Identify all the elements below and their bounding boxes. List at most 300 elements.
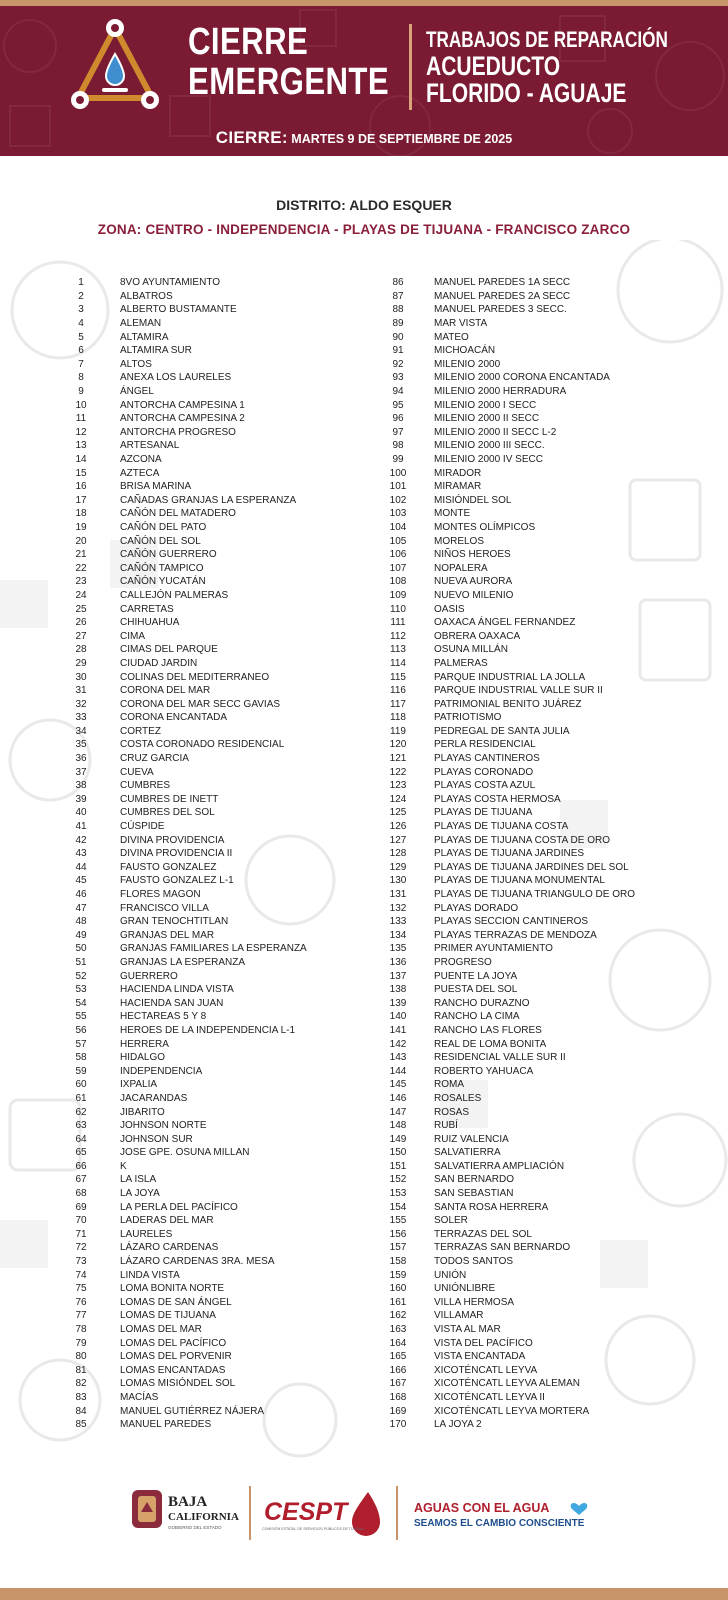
list-item-number: 25 [75, 603, 87, 615]
list-item-name: CAÑADAS GRANJAS LA ESPERANZA [120, 494, 297, 506]
list-item-name: RANCHO LAS FLORES [434, 1024, 542, 1036]
list-item [0, 833, 635, 847]
list-item-number: 138 [389, 984, 407, 996]
list-item-number: 6 [78, 345, 84, 357]
list-item-name: PARQUE INDUSTRIAL VALLE SUR II [434, 685, 603, 697]
list-item-name: LOMAS MISIÓNDEL SOL [120, 1378, 236, 1390]
list-item-name: FRANCISCO VILLA [120, 902, 209, 914]
list-item-number: 4 [78, 318, 84, 330]
list-item [0, 901, 635, 915]
list-item [0, 439, 635, 453]
list-item-name: JACARANDAS [120, 1092, 188, 1104]
list-item-number: 80 [75, 1351, 87, 1363]
list-item-name: MACÍAS [120, 1391, 159, 1403]
list-item-name: LAURELES [120, 1228, 173, 1240]
list-item-number: 39 [75, 793, 87, 805]
list-item-name: REAL DE LOMA BONITA [434, 1038, 547, 1050]
list-item-number: 140 [389, 1011, 407, 1023]
list-item-name: LOMAS DEL PACÍFICO [120, 1337, 227, 1349]
list-item [0, 317, 635, 331]
list-item-number: 149 [389, 1133, 407, 1145]
list-item-number: 84 [75, 1405, 87, 1417]
list-item [0, 494, 635, 508]
list-item [0, 738, 635, 752]
list-item-number: 30 [75, 671, 87, 683]
list-item [0, 1391, 635, 1405]
list-item [0, 1418, 635, 1432]
list-item-name: CÚSPIDE [120, 821, 165, 833]
list-item-name: OASIS [434, 603, 465, 615]
list-item-name: PROGRESO [434, 956, 492, 968]
list-item-number: 3 [78, 304, 84, 316]
list-item-name: CIMA [120, 630, 145, 642]
list-item-number: 103 [389, 508, 407, 520]
list-item-name: HIDALGO [120, 1052, 166, 1064]
cespt-logo-text: CESPT [264, 1498, 348, 1526]
list-item-name: PLAYAS SECCION CANTINEROS [434, 916, 589, 928]
list-item [0, 575, 635, 589]
list-item-name: CUMBRES [120, 780, 171, 792]
list-item [0, 276, 635, 290]
list-item-number: 78 [75, 1324, 87, 1336]
list-item [0, 983, 635, 997]
list-item-name: PLAYAS COSTA HERMOSA [434, 793, 561, 805]
list-item-number: 93 [392, 372, 404, 384]
list-item-number: 11 [75, 413, 87, 425]
list-item [0, 915, 635, 929]
header-banner [0, 6, 728, 156]
list-item-number: 115 [390, 671, 406, 683]
list-item [0, 1173, 635, 1187]
list-item-number: 112 [390, 630, 406, 642]
list-item-name: MANUEL PAREDES [120, 1419, 212, 1431]
list-item-number: 24 [75, 589, 87, 601]
list-item-name: SALVATIERRA [434, 1147, 501, 1159]
list-item-number: 148 [389, 1120, 407, 1132]
list-item [0, 398, 635, 412]
list-item-number: 59 [75, 1065, 87, 1077]
list-item-number: 68 [75, 1188, 87, 1200]
list-item-name: ALBERTO BUSTAMANTE [120, 304, 237, 316]
list-item-name: PATRIOTISMO [434, 712, 502, 724]
list-item-name: HECTAREAS 5 Y 8 [120, 1011, 207, 1023]
list-item-name: LOMAS DEL MAR [120, 1324, 202, 1336]
list-item [0, 1255, 635, 1269]
list-item [0, 1336, 635, 1350]
list-item [0, 426, 635, 440]
list-item-number: 62 [75, 1106, 87, 1118]
list-item-number: 158 [389, 1256, 407, 1268]
list-item-name: SANTA ROSA HERRERA [434, 1201, 549, 1213]
list-item-number: 94 [392, 386, 404, 398]
list-item-name: PLAYAS CANTINEROS [434, 753, 540, 765]
list-item [0, 1132, 635, 1146]
list-item-name: MANUEL PAREDES 3 SECC. [434, 304, 567, 316]
list-item-number: 43 [75, 848, 87, 860]
list-item [0, 765, 635, 779]
list-item-number: 106 [389, 549, 407, 561]
list-item [0, 969, 635, 983]
list-item [0, 1268, 635, 1282]
list-item-name: ROSAS [434, 1106, 470, 1118]
list-item [0, 670, 635, 684]
list-item [0, 358, 635, 372]
triangle-water-logo-icon [70, 16, 160, 112]
list-item-name: ÁNGEL [120, 386, 154, 398]
list-item-number: 74 [75, 1269, 87, 1281]
list-item-name: CARRETAS [120, 603, 174, 615]
list-item-number: 111 [390, 617, 406, 629]
list-item-name: LOMA BONITA NORTE [120, 1283, 225, 1295]
list-item-number: 167 [389, 1378, 407, 1390]
list-item-number: 102 [389, 494, 407, 506]
list-item-number: 97 [392, 426, 404, 438]
list-item-number: 123 [389, 780, 407, 792]
list-item-name: GRANJAS FAMILIARES LA ESPERANZA [120, 943, 307, 955]
list-item-name: VISTA AL MAR [434, 1324, 501, 1336]
subtitle-block [426, 26, 668, 107]
list-item-name: PERLA RESIDENCIAL [434, 739, 536, 751]
list-item-name: IXPALIA [120, 1079, 158, 1091]
list-item-number: 82 [75, 1378, 87, 1390]
list-item-name: PLAYAS DE TIJUANA JARDINES DEL SOL [434, 861, 629, 873]
list-item-name: ROBERTO YAHUACA [434, 1065, 534, 1077]
list-item [0, 657, 635, 671]
list-item-name: CUEVA [120, 766, 154, 778]
list-item [0, 1024, 635, 1038]
list-item-name: ALTAMIRA SUR [120, 345, 192, 357]
list-item-number: 85 [75, 1419, 87, 1431]
list-item-name: MILENIO 2000 II SECC [434, 413, 540, 425]
list-item-name: LINDA VISTA [120, 1269, 180, 1281]
list-item [0, 793, 635, 807]
list-item-number: 38 [75, 780, 87, 792]
list-item-number: 161 [389, 1296, 407, 1308]
list-item-number: 2 [78, 290, 84, 302]
list-item-number: 19 [75, 521, 87, 533]
list-item-name: 8VO AYUNTAMIENTO [120, 277, 221, 289]
list-item-number: 44 [75, 861, 87, 873]
list-item-number: 57 [75, 1038, 87, 1050]
list-item-name: OAXACA ÁNGEL FERNANDEZ [434, 617, 576, 629]
list-item-number: 165 [389, 1351, 407, 1363]
list-item [0, 1187, 635, 1201]
list-item-name: MANUEL GUTIÉRREZ NÁJERA [120, 1405, 265, 1417]
list-item-number: 45 [75, 875, 87, 887]
list-item-number: 34 [75, 725, 87, 737]
list-item-number: 99 [392, 454, 404, 466]
list-item-name: RUBÍ [434, 1120, 458, 1132]
list-item-name: NUEVO MILENIO [434, 589, 514, 601]
list-item-name: LOMAS ENCANTADAS [120, 1364, 226, 1376]
list-item [0, 344, 635, 358]
list-item-name: MANUEL PAREDES 2A SECC [434, 290, 571, 302]
list-item-name: MIRAMAR [434, 481, 482, 493]
list-item-number: 104 [389, 521, 407, 533]
list-item [0, 1377, 635, 1391]
list-item [0, 1323, 635, 1337]
list-item-number: 116 [390, 685, 406, 697]
list-item-number: 91 [392, 345, 404, 357]
list-item-number: 75 [75, 1283, 87, 1295]
list-item-name: COSTA CORONADO RESIDENCIAL [120, 739, 285, 751]
list-item-name: ALEMAN [120, 318, 162, 330]
list-item-number: 22 [75, 562, 87, 574]
list-item [0, 507, 635, 521]
list-item-name: ANEXA LOS LAURELES [120, 372, 232, 384]
list-item-name: VILLA HERMOSA [434, 1296, 515, 1308]
list-item-name: DIVINA PROVIDENCIA II [120, 848, 233, 860]
list-item-name: DIVINA PROVIDENCIA [120, 834, 225, 846]
list-item [0, 888, 635, 902]
list-item [0, 711, 635, 725]
list-item [0, 548, 635, 562]
list-item-number: 155 [389, 1215, 407, 1227]
list-item [0, 602, 635, 616]
list-item-name: FAUSTO GONZALEZ L-1 [120, 875, 234, 887]
list-item-name: JOHNSON SUR [120, 1133, 193, 1145]
list-item-number: 35 [75, 739, 87, 751]
list-item-name: CAÑÓN DEL SOL [120, 535, 201, 547]
list-item-name: CAÑÓN DEL MATADERO [120, 508, 236, 520]
list-item-name: CIUDAD JARDIN [120, 657, 198, 669]
list-item-number: 89 [392, 318, 404, 330]
closure-date-text: MARTES 9 DE SEPTIEMBRE DE 2025 [291, 132, 513, 146]
slogan-line-2: SEAMOS EL CAMBIO CONSCIENTE [414, 1518, 585, 1529]
list-item-name: GRAN TENOCHTITLAN [120, 916, 229, 928]
list-item-number: 76 [75, 1296, 87, 1308]
list-item-name: CAÑÓN TAMPICO [120, 562, 204, 574]
list-item-name: RUIZ VALENCIA [434, 1133, 509, 1145]
list-item [0, 412, 635, 426]
list-item-number: 51 [75, 956, 87, 968]
list-item [0, 956, 635, 970]
list-item-name: LOMAS DEL PORVENIR [120, 1351, 232, 1363]
list-item [0, 521, 635, 535]
list-item-number: 56 [75, 1024, 87, 1036]
list-item-name: JOHNSON NORTE [120, 1120, 207, 1132]
list-item-name: MILENIO 2000 HERRADURA [434, 386, 567, 398]
list-item [0, 561, 635, 575]
list-item [0, 1092, 635, 1106]
list-item-number: 107 [389, 562, 407, 574]
list-item-number: 31 [75, 685, 87, 697]
list-item-number: 27 [75, 630, 87, 642]
list-item-name: XICOTÉNCATL LEYVA MORTERA [434, 1405, 590, 1417]
list-item-name: PLAYAS DE TIJUANA MONUMENTAL [434, 875, 605, 887]
list-item [0, 1282, 635, 1296]
list-item-number: 154 [389, 1201, 407, 1213]
list-item-number: 53 [75, 984, 87, 996]
list-item-number: 16 [75, 481, 87, 493]
list-item-name: TERRAZAS DEL SOL [434, 1228, 532, 1240]
title-line-2: EMERGENTE [188, 61, 390, 103]
list-item-name: COLINAS DEL MEDITERRANEO [120, 671, 270, 683]
list-item-name: PUENTE LA JOYA [434, 970, 518, 982]
list-item-number: 135 [389, 943, 407, 955]
list-item-name: INDEPENDENCIA [120, 1065, 203, 1077]
list-item-name: MIRADOR [434, 467, 482, 479]
list-item-name: LA PERLA DEL PACÍFICO [120, 1201, 238, 1213]
list-item-number: 15 [75, 467, 87, 479]
list-item-number: 146 [389, 1092, 407, 1104]
list-item-number: 168 [389, 1391, 407, 1403]
colonias-list-right [0, 276, 635, 1431]
list-item-name: PLAYAS DE TIJUANA COSTA [434, 821, 569, 833]
list-item-number: 163 [389, 1324, 407, 1336]
list-item-name: CUMBRES DEL SOL [120, 807, 215, 819]
list-item-number: 145 [389, 1079, 407, 1091]
list-item-name: PARQUE INDUSTRIAL LA JOLLA [434, 671, 586, 683]
list-item-name: CRUZ GARCIA [120, 753, 189, 765]
list-item-number: 17 [75, 494, 87, 506]
list-item-number: 36 [75, 753, 87, 765]
baja-california-seal-icon [132, 1490, 162, 1528]
list-item-name: CORONA ENCANTADA [120, 712, 228, 724]
list-item-name: AZCONA [120, 454, 162, 466]
list-item [0, 1404, 635, 1418]
baja-line-3: GOBIERNO DEL ESTADO [168, 1525, 222, 1530]
list-item-number: 47 [75, 902, 87, 914]
list-item [0, 330, 635, 344]
list-item [0, 1051, 635, 1065]
list-item-number: 147 [389, 1106, 407, 1118]
list-item-number: 7 [78, 358, 84, 370]
list-item-name: SOLER [434, 1215, 468, 1227]
list-item-name: PALMERAS [434, 657, 488, 669]
slogan-line-1: AGUAS CON EL AGUA [414, 1501, 550, 1515]
list-item-name: CHIHUAHUA [120, 617, 180, 629]
list-item-number: 132 [389, 902, 407, 914]
list-item-number: 42 [75, 834, 87, 846]
list-item-name: CUMBRES DE INETT [120, 793, 219, 805]
list-item-number: 162 [389, 1310, 407, 1322]
list-item-number: 137 [389, 970, 407, 982]
list-item-number: 157 [389, 1242, 407, 1254]
list-item-number: 70 [75, 1215, 87, 1227]
list-item-name: VILLAMAR [434, 1310, 484, 1322]
list-item-name: PLAYAS CORONADO [434, 766, 534, 778]
list-item-number: 153 [389, 1188, 407, 1200]
list-item-name: XICOTÉNCATL LEYVA [434, 1364, 538, 1376]
list-item-number: 46 [75, 889, 87, 901]
list-item-number: 113 [390, 644, 406, 656]
list-item [0, 1200, 635, 1214]
list-item-name: MAR VISTA [434, 318, 488, 330]
list-item-number: 129 [389, 861, 407, 873]
list-item-number: 12 [75, 426, 87, 438]
list-item-name: MATEO [434, 331, 469, 343]
list-item-number: 52 [75, 970, 87, 982]
list-item [0, 534, 635, 548]
list-item-name: LÁZARO CARDENAS 3RA. MESA [120, 1256, 275, 1268]
list-item-name: MORELOS [434, 535, 485, 547]
list-item-number: 143 [389, 1052, 407, 1064]
list-item [0, 1105, 635, 1119]
list-item-number: 126 [389, 821, 407, 833]
list-item-number: 114 [390, 657, 406, 669]
list-item-number: 41 [75, 821, 87, 833]
list-item-name: ALTOS [120, 358, 152, 370]
list-item-number: 69 [75, 1201, 87, 1213]
cespt-subtitle: COMISIÓN ESTATAL DE SERVICIOS PÚBLICOS DE TIJUANA [262, 1527, 364, 1531]
list-item-name: LÁZARO CARDENAS [120, 1242, 219, 1254]
list-item-name: LOMAS DE SAN ÁNGEL [120, 1296, 232, 1308]
list-item-number: 72 [75, 1242, 87, 1254]
title-divider [409, 24, 412, 110]
list-item-number: 109 [389, 589, 407, 601]
list-item-name: MILENIO 2000 CORONA ENCANTADA [434, 372, 610, 384]
baja-line-2: CALIFORNIA [168, 1511, 239, 1523]
list-item-number: 131 [389, 889, 407, 901]
list-item-name: PATRIMONIAL BENITO JUÁREZ [434, 698, 582, 710]
list-item-name: CAÑÓN GUERRERO [120, 549, 217, 561]
list-item [0, 697, 635, 711]
list-item [0, 643, 635, 657]
list-item-number: 88 [392, 304, 404, 316]
list-item-name: PLAYAS TERRAZAS DE MENDOZA [434, 929, 597, 941]
list-item [0, 929, 635, 943]
list-item-name: PUESTA DEL SOL [434, 984, 518, 996]
list-item-name: HERRERA [120, 1038, 169, 1050]
list-item [0, 1296, 635, 1310]
district-heading: DISTRITO: ALDO ESQUER [276, 197, 452, 213]
list-item-name: GUERRERO [120, 970, 178, 982]
list-item-number: 40 [75, 807, 87, 819]
list-item-name: PLAYAS DE TIJUANA JARDINES [434, 848, 585, 860]
list-item-number: 71 [75, 1228, 87, 1240]
list-item-number: 81 [75, 1364, 87, 1376]
list-item-number: 49 [75, 929, 87, 941]
heart-water-icon [571, 1503, 588, 1515]
list-item [0, 861, 635, 875]
list-item [0, 303, 635, 317]
list-item-number: 48 [75, 916, 87, 928]
list-item-name: CORONA DEL MAR SECC GAVIAS [120, 698, 281, 710]
list-item-name: TERRAZAS SAN BERNARDO [434, 1242, 571, 1254]
list-item-number: 119 [390, 725, 406, 737]
list-item-name: FAUSTO GONZALEZ [120, 861, 217, 873]
list-item-name: CORONA DEL MAR [120, 685, 211, 697]
list-item-name: PEDREGAL DE SANTA JULIA [434, 725, 570, 737]
list-item-number: 142 [389, 1038, 407, 1050]
list-item-number: 87 [392, 290, 404, 302]
list-item [0, 996, 635, 1010]
list-item-number: 166 [389, 1364, 407, 1376]
list-item-number: 144 [389, 1065, 407, 1077]
list-item-name: UNIÓNLIBRE [434, 1283, 496, 1295]
list-item-name: LA JOYA 2 [434, 1419, 482, 1431]
list-item-name: BRISA MARINA [120, 481, 192, 493]
list-item-name: VISTA ENCANTADA [434, 1351, 526, 1363]
list-item-name: JIBARITO [120, 1106, 165, 1118]
list-item [0, 453, 635, 467]
list-item-number: 105 [389, 535, 407, 547]
list-item-name: XICOTÉNCATL LEYVA II [434, 1391, 545, 1403]
list-item-number: 26 [75, 617, 87, 629]
list-item-number: 86 [392, 277, 404, 289]
list-item-number: 124 [389, 793, 407, 805]
list-item-number: 29 [75, 657, 87, 669]
list-item-name: PLAYAS DE TIJUANA [434, 807, 533, 819]
list-item-number: 98 [392, 440, 404, 452]
list-item-name: SAN BERNARDO [434, 1174, 515, 1186]
list-item-name: TODOS SANTOS [434, 1256, 514, 1268]
list-item-number: 9 [78, 386, 84, 398]
list-item [0, 1214, 635, 1228]
list-item-number: 54 [75, 997, 87, 1009]
list-item [0, 1010, 635, 1024]
